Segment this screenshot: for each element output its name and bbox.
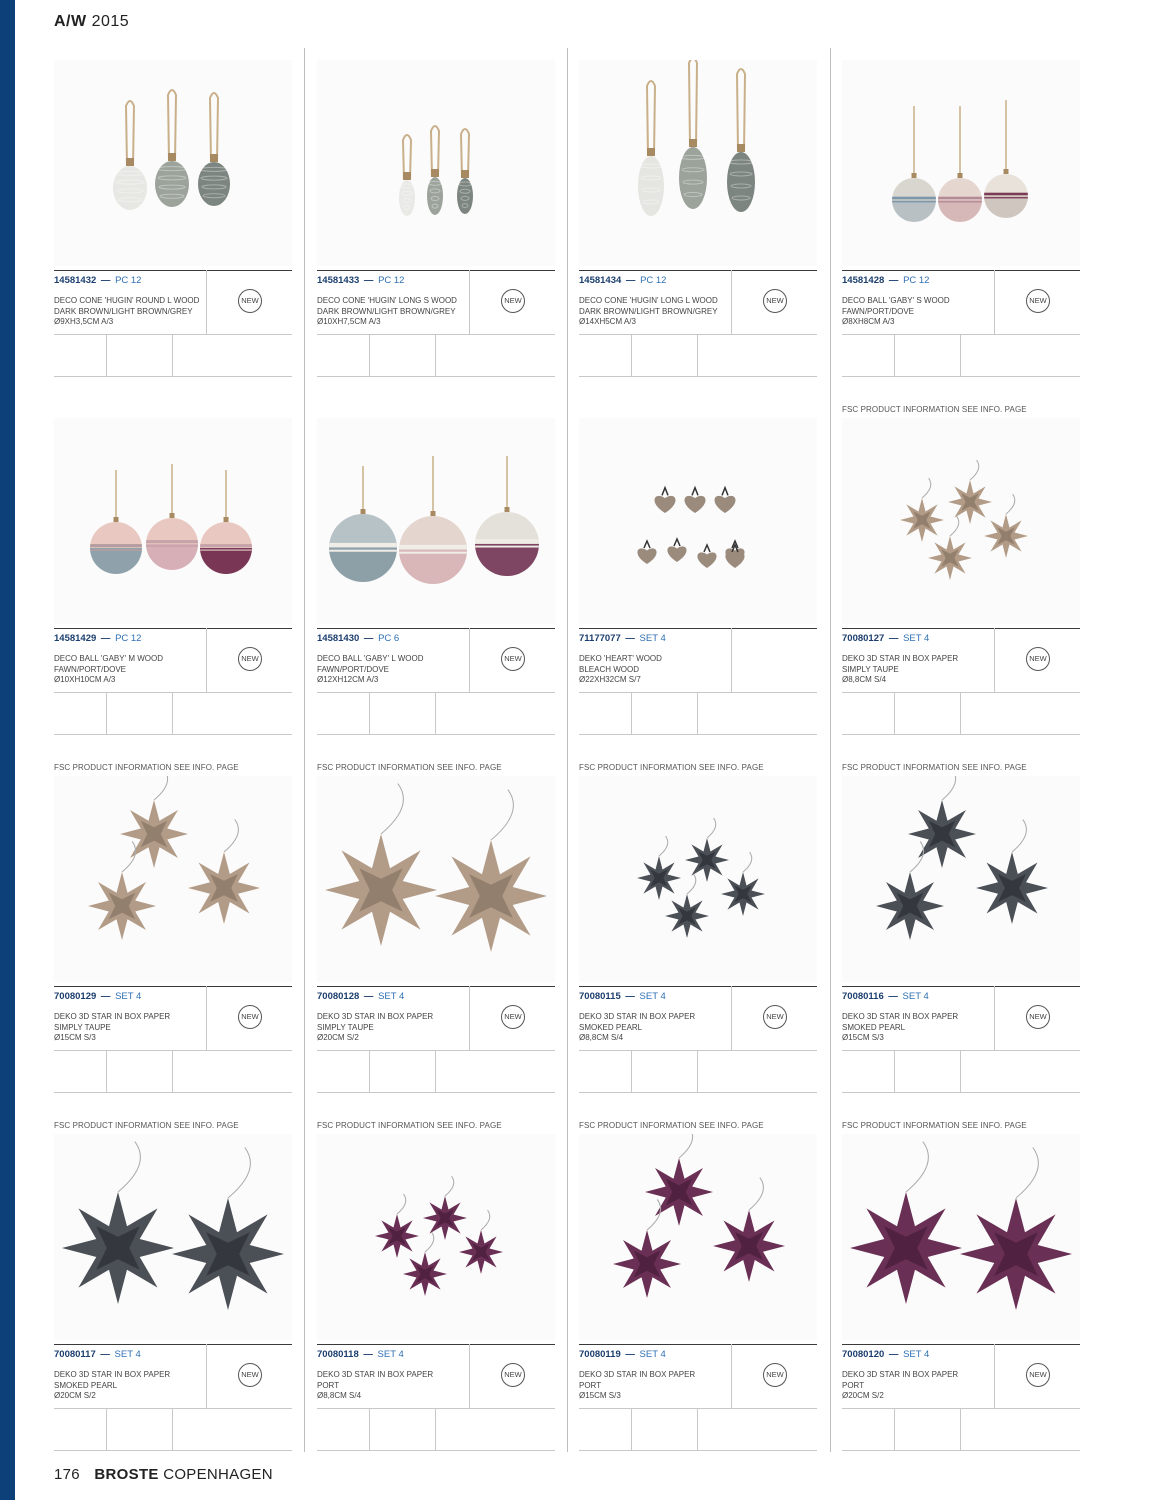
product-size: Ø15CM S/3 [579,1391,621,1400]
product-size: Ø20CM S/2 [842,1391,884,1400]
brand-sidebar-bar [0,0,15,1500]
product-info-box [317,270,555,378]
pack-size: SET 4 [115,991,142,1002]
cone-ornament [113,101,147,210]
product-info-box [54,1344,292,1452]
product-description [579,1012,729,1044]
product-size: Ø14XH5CM A/3 [579,317,636,326]
pack-size: SET 4 [114,1349,141,1360]
product-name: DECO CONE 'HUGIN' ROUND L WOOD [54,296,200,305]
product-color: FAWN/PORT/DOVE [317,664,390,674]
product-size: Ø8,8CM S/4 [317,1391,362,1400]
ball-ornament [399,456,467,584]
product-code: 14581430 [317,633,360,644]
pack-size: PC 12 [378,275,405,286]
product-code-row: 14581432 — PC 12 [54,275,142,286]
product-description [54,1370,204,1402]
pack-size: PC 12 [115,275,142,286]
pack-size: SET 4 [639,633,666,644]
ball-ornament [90,470,142,574]
ball-ornament [146,464,198,570]
star-ornament [645,1134,713,1226]
fsc-note: FSC PRODUCT INFORMATION SEE INFO. PAGE [579,1121,764,1130]
new-badge: NEW [238,289,262,313]
product-color: DARK BROWN/LIGHT BROWN/GREY [54,306,193,316]
product-info-box [579,270,817,378]
product-size: Ø10XH7,5CM A/3 [317,317,381,326]
product-description [317,1012,467,1044]
product-code-row: 70080129 — SET 4 [54,991,142,1002]
star-ornament [908,776,976,868]
star-ornament [172,1148,284,1310]
product-info-box [579,1344,817,1452]
cone-ornament [427,126,443,215]
cone-ornament [155,90,189,207]
product-photo [842,1134,1080,1340]
star-ornament [459,1210,503,1274]
pack-size: PC 12 [903,275,930,286]
product-size: Ø8,8CM S/4 [842,675,887,684]
product-code-row: 14581433 — PC 12 [317,275,405,286]
product-color: FAWN/PORT/DOVE [842,306,915,316]
product-info-box [54,270,292,378]
pack-size: PC 6 [378,633,400,644]
star-ornament [403,1232,447,1296]
product-description [579,296,729,328]
product-info-box [842,628,1080,736]
product-code: 70080117 [54,1349,96,1360]
product-code: 14581428 [842,275,885,286]
product-code: 14581432 [54,275,97,286]
star-ornament [613,1199,681,1298]
pack-size: PC 12 [640,275,667,286]
pack-size: SET 4 [639,1349,666,1360]
star-ornament [120,776,188,868]
product-code: 14581433 [317,275,360,286]
new-badge: NEW [763,289,787,313]
product-photo [842,60,1080,266]
product-description [54,654,204,686]
product-color: PORT [317,1380,340,1390]
product-info-box [317,628,555,736]
page-number: 176 [54,1466,80,1483]
fsc-note: FSC PRODUCT INFORMATION SEE INFO. PAGE [842,405,1027,414]
star-ornament [62,1142,174,1304]
heart-ornament [637,541,656,564]
product-description [842,296,992,328]
star-ornament [976,820,1048,924]
star-ornament [850,1142,962,1304]
column-divider [830,48,831,1452]
product-code: 70080119 [579,1349,621,1360]
product-color: DARK BROWN/LIGHT BROWN/GREY [317,306,456,316]
product-code-row: 70080118 — SET 4 [317,1349,404,1360]
new-badge: NEW [1026,289,1050,313]
new-badge: NEW [763,1005,787,1029]
new-badge: NEW [501,1363,525,1387]
product-description [842,1012,992,1044]
product-photo [317,418,555,624]
product-name: DEKO 3D STAR IN BOX PAPER [54,1370,171,1379]
star-ornament [88,841,156,940]
season-header [54,13,129,31]
product-code: 70080129 [54,991,97,1002]
product-code: 14581429 [54,633,97,644]
pack-size: SET 4 [903,1349,930,1360]
cone-ornament [679,60,707,209]
fsc-note: FSC PRODUCT INFORMATION SEE INFO. PAGE [842,1121,1027,1130]
product-code: 70080128 [317,991,360,1002]
cone-ornament [399,135,415,216]
product-name: DEKO 3D STAR IN BOX PAPER [579,1370,696,1379]
product-size: Ø20CM S/2 [317,1033,359,1042]
star-ornament [960,1148,1072,1310]
product-size: Ø8XH8CM A/3 [842,317,895,326]
product-code-row: 14581429 — PC 12 [54,633,142,644]
new-badge: NEW [1026,1363,1050,1387]
product-color: SMOKED PEARL [842,1022,906,1032]
product-name: DECO BALL 'GABY' S WOOD [842,296,950,305]
product-size: Ø9XH3,5CM A/3 [54,317,114,326]
product-size: Ø12XH12CM A/3 [317,675,379,684]
cone-ornament [727,69,755,212]
product-photo [317,60,555,266]
product-name: DEKO 3D STAR IN BOX PAPER [317,1370,434,1379]
product-color: SMOKED PEARL [579,1022,643,1032]
product-code-row: 70080128 — SET 4 [317,991,405,1002]
product-code: 71177077 [579,633,621,644]
fsc-note: FSC PRODUCT INFORMATION SEE INFO. PAGE [579,763,764,772]
product-name: DEKO 3D STAR IN BOX PAPER [54,1012,171,1021]
star-ornament [928,516,972,580]
product-name: DEKO 3D STAR IN BOX PAPER [842,654,959,663]
fsc-note: FSC PRODUCT INFORMATION SEE INFO. PAGE [54,1121,239,1130]
product-info-box [579,628,817,736]
product-code: 70080120 [842,1349,885,1360]
brand-name-rest: COPENHAGEN [163,1466,273,1483]
product-color: PORT [842,1380,865,1390]
product-name: DECO BALL 'GABY' L WOOD [317,654,424,663]
new-badge: NEW [238,1363,262,1387]
star-ornament [876,841,944,940]
ball-ornament [475,456,539,576]
product-info-box [579,986,817,1094]
pack-size: PC 12 [115,633,142,644]
product-description [579,1370,729,1402]
product-name: DEKO 3D STAR IN BOX PAPER [317,1012,434,1021]
fsc-note: FSC PRODUCT INFORMATION SEE INFO. PAGE [317,763,502,772]
cone-ornament [638,81,664,216]
heart-ornament [714,488,735,513]
product-description [317,654,467,686]
new-badge: NEW [763,1363,787,1387]
product-code-row: 70080117 — SET 4 [54,1349,141,1360]
brand-name-bold: BROSTE [94,1466,159,1483]
product-photo [54,418,292,624]
star-ornament [900,478,944,542]
fsc-note: FSC PRODUCT INFORMATION SEE INFO. PAGE [54,763,239,772]
product-code: 70080116 [842,991,884,1002]
product-size: Ø15CM S/3 [842,1033,884,1042]
product-photo [317,1134,555,1340]
product-code-row: 70080120 — SET 4 [842,1349,930,1360]
product-size: Ø8,8CM S/4 [579,1033,624,1042]
product-info-box [842,270,1080,378]
product-color: SIMPLY TAUPE [317,1022,374,1032]
star-ornament [637,836,681,900]
heart-ornament [654,488,675,513]
star-ornament [721,852,765,916]
ball-ornament [329,466,397,582]
product-photo [842,418,1080,624]
column-divider [567,48,568,1452]
cone-ornament [198,93,230,206]
star-ornament [685,818,729,882]
pack-size: SET 4 [902,991,929,1002]
product-description [54,1012,204,1044]
fsc-note: FSC PRODUCT INFORMATION SEE INFO. PAGE [842,763,1027,772]
star-ornament [435,790,547,952]
product-info-box [842,1344,1080,1452]
product-color: DARK BROWN/LIGHT BROWN/GREY [579,306,718,316]
product-size: Ø10XH10CM A/3 [54,675,116,684]
product-info-box [842,986,1080,1094]
product-info-box [317,1344,555,1452]
product-photo [579,418,817,624]
product-color: SIMPLY TAUPE [842,664,899,674]
product-info-box [54,986,292,1094]
star-ornament [188,820,260,924]
product-name: DECO CONE 'HUGIN' LONG S WOOD [317,296,457,305]
product-description [842,1370,992,1402]
product-description [317,296,467,328]
fsc-note: FSC PRODUCT INFORMATION SEE INFO. PAGE [317,1121,502,1130]
star-ornament [713,1178,785,1282]
product-name: DECO CONE 'HUGIN' LONG L WOOD [579,296,718,305]
page-footer [54,1466,273,1483]
new-badge: NEW [1026,1005,1050,1029]
product-description [317,1370,467,1402]
product-color: BLEACH WOOD [579,664,640,674]
product-info-box [54,628,292,736]
new-badge: NEW [501,1005,525,1029]
star-ornament [375,1194,419,1258]
star-ornament [325,784,437,946]
product-code-row: 14581430 — PC 6 [317,633,400,644]
product-color: PORT [579,1380,602,1390]
product-code: 70080118 [317,1349,359,1360]
product-size: Ø22XH32CM S/7 [579,675,641,684]
star-ornament [665,874,709,938]
product-code: 70080115 [579,991,621,1002]
product-photo [317,776,555,982]
heart-ornament [725,545,744,568]
product-color: FAWN/PORT/DOVE [54,664,127,674]
star-ornament [984,494,1028,558]
ball-ornament [938,106,982,222]
product-name: DEKO 3D STAR IN BOX PAPER [579,1012,696,1021]
product-name: DEKO 'HEART' WOOD [579,654,662,663]
pack-size: SET 4 [377,1349,404,1360]
star-ornament [423,1176,467,1240]
ball-ornament [200,470,252,574]
column-divider [304,48,305,1452]
product-info-box [317,986,555,1094]
new-badge: NEW [1026,647,1050,671]
pack-size: SET 4 [639,991,666,1002]
new-badge: NEW [238,1005,262,1029]
product-photo [579,60,817,266]
product-photo [54,776,292,982]
product-code-row: 14581428 — PC 12 [842,275,930,286]
new-badge: NEW [501,647,525,671]
product-size: Ø15CM S/3 [54,1033,96,1042]
product-size: Ø20CM S/2 [54,1391,96,1400]
heart-ornament [667,539,686,562]
product-color: SMOKED PEARL [54,1380,118,1390]
product-photo [54,1134,292,1340]
product-photo [579,1134,817,1340]
product-code-row: 71177077 — SET 4 [579,633,666,644]
product-code-row: 70080115 — SET 4 [579,991,666,1002]
new-badge: NEW [501,289,525,313]
season-year: 2015 [91,13,130,30]
product-description [579,654,729,686]
product-color: SIMPLY TAUPE [54,1022,111,1032]
season-label: A/W [54,13,87,30]
cone-ornament [457,129,473,214]
product-description [842,654,992,686]
heart-ornament [697,545,716,568]
product-photo [579,776,817,982]
product-photo [842,776,1080,982]
ball-ornament [984,100,1028,218]
product-description [54,296,204,328]
pack-size: SET 4 [903,633,930,644]
product-name: DEKO 3D STAR IN BOX PAPER [842,1012,959,1021]
product-code: 14581434 [579,275,622,286]
product-code-row: 70080116 — SET 4 [842,991,929,1002]
product-code-row: 14581434 — PC 12 [579,275,667,286]
pack-size: SET 4 [378,991,405,1002]
heart-ornament [684,488,705,513]
product-name: DEKO 3D STAR IN BOX PAPER [842,1370,959,1379]
product-name: DECO BALL 'GABY' M WOOD [54,654,163,663]
product-code-row: 70080127 — SET 4 [842,633,930,644]
star-ornament [948,460,992,524]
product-photo [54,60,292,266]
product-code-row: 70080119 — SET 4 [579,1349,666,1360]
new-badge: NEW [238,647,262,671]
product-code: 70080127 [842,633,885,644]
ball-ornament [892,106,936,222]
